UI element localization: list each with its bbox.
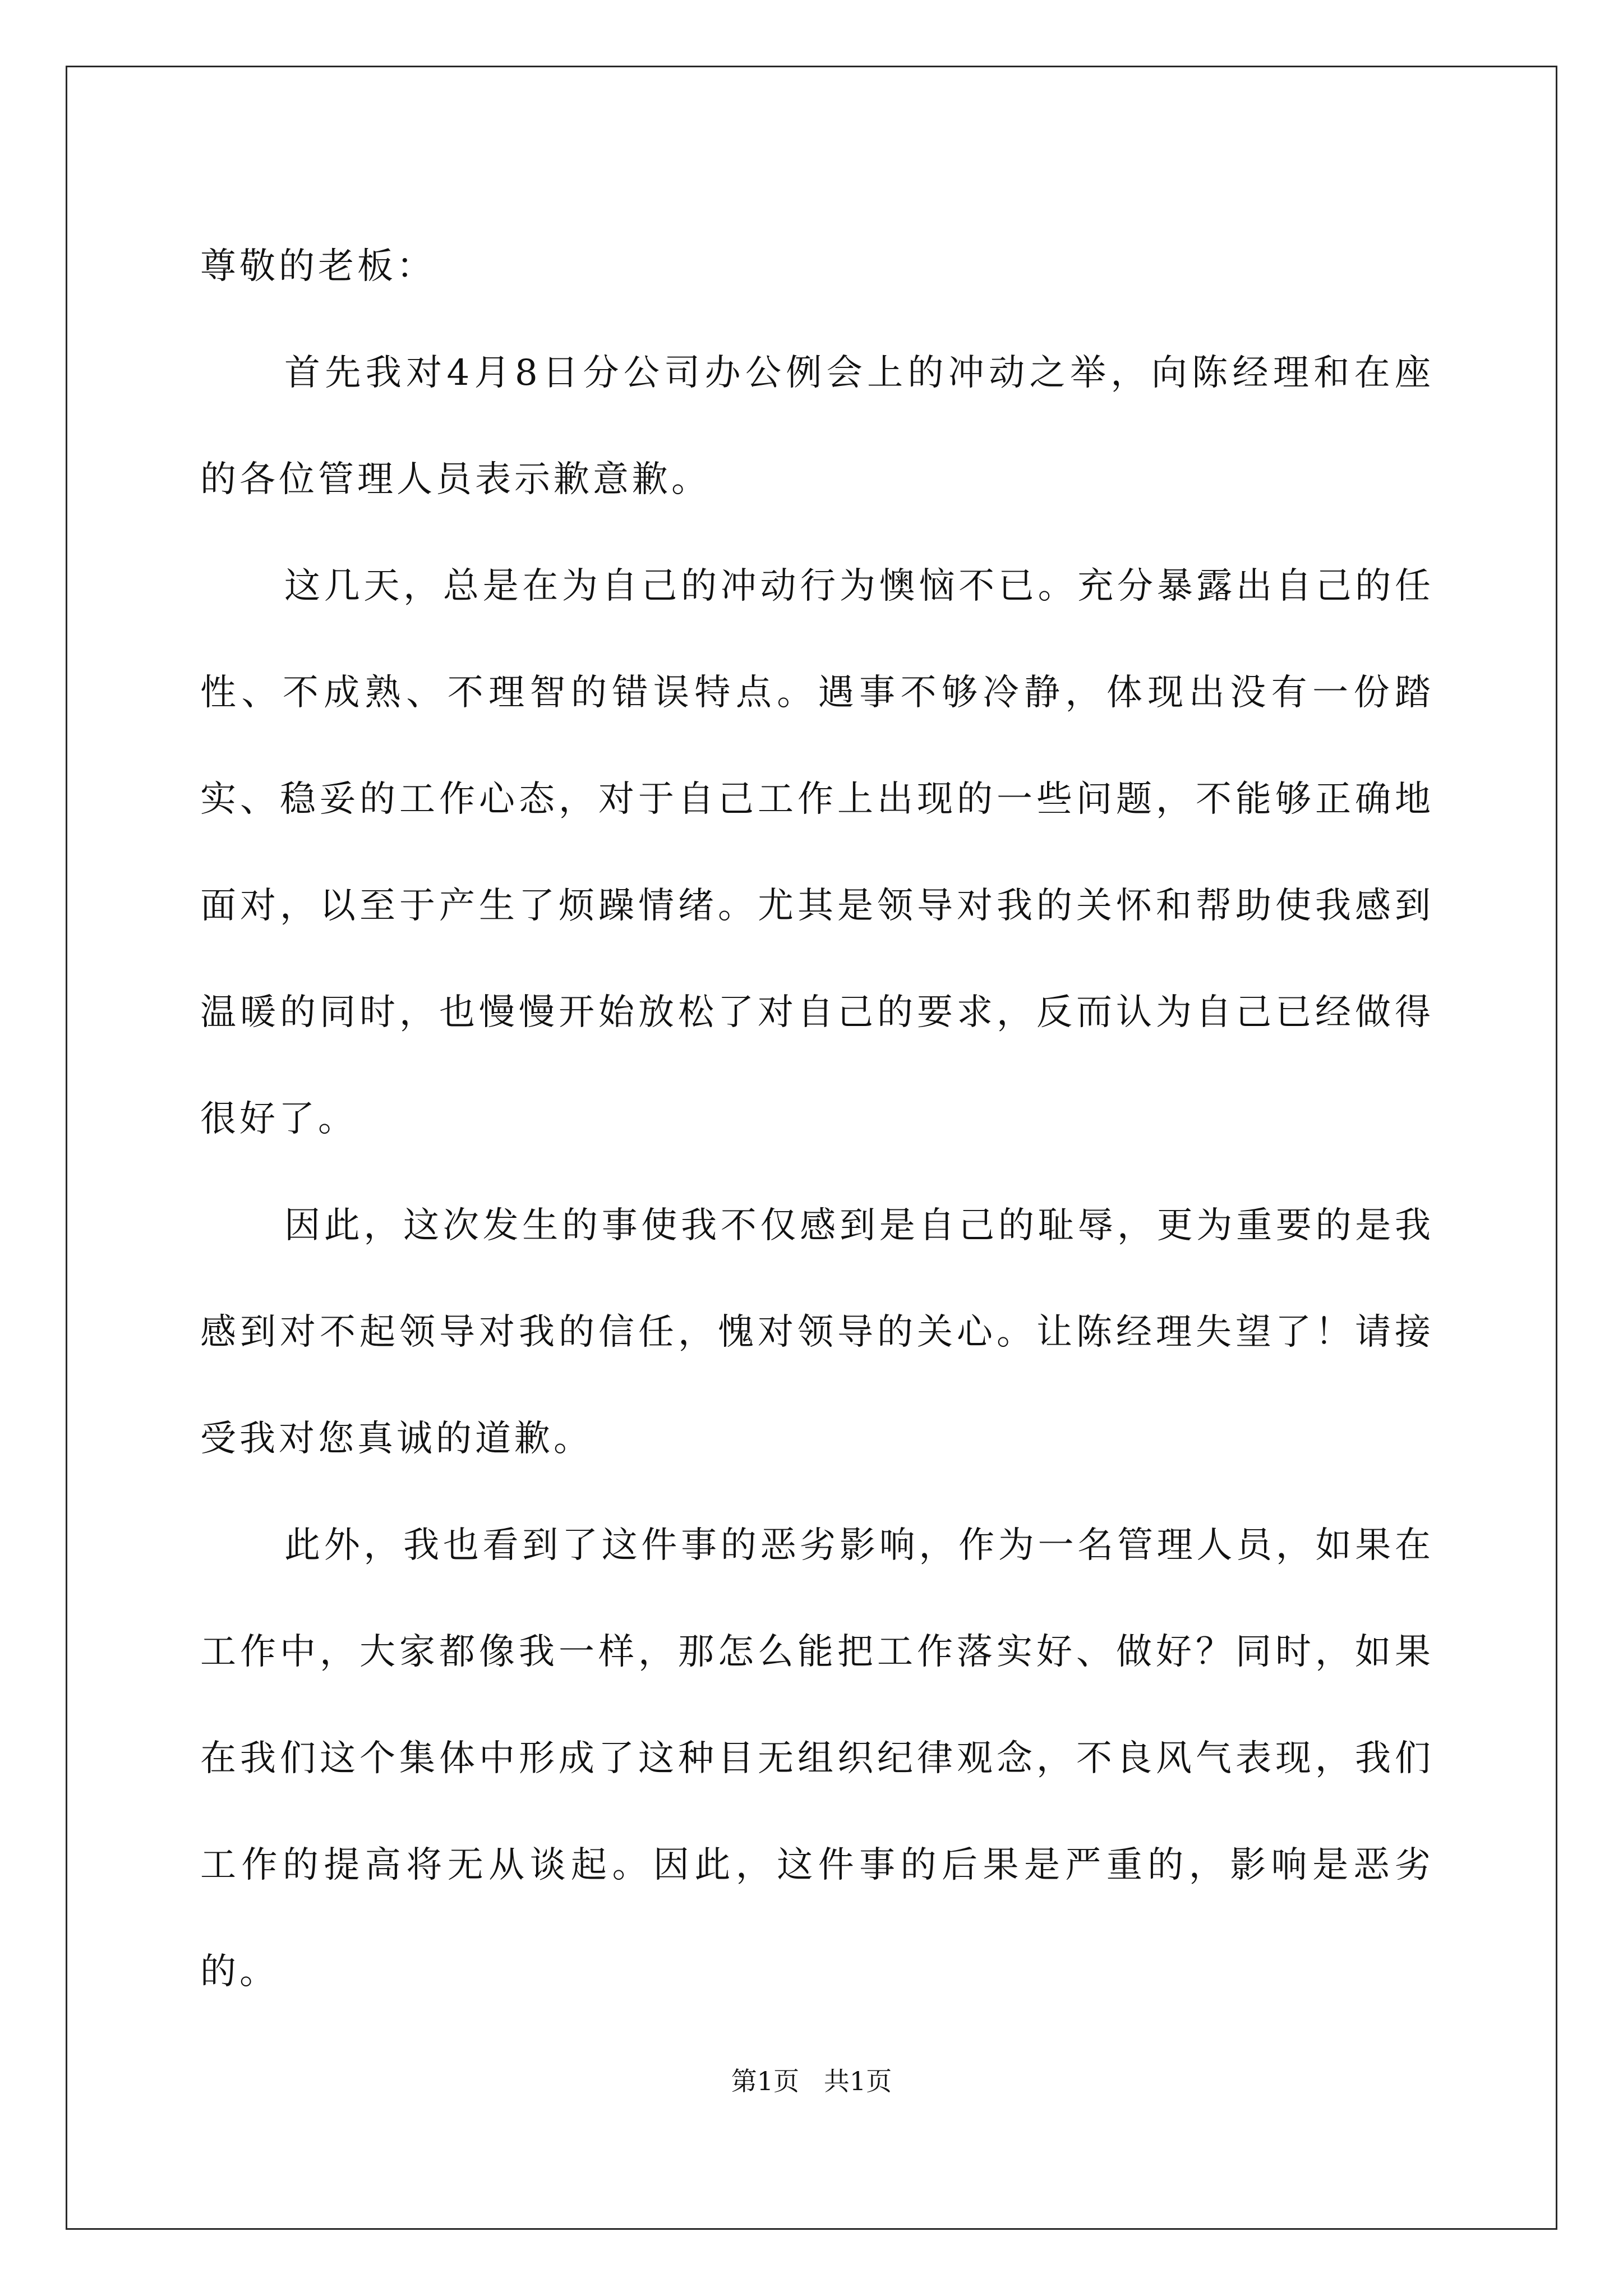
paragraph-shame: 因此，这次发生的事使我不仅感到是自己的耻辱，更为重要的是我感到对不起领导对我的信任，愧对领导的关心。让陈经理失望了！请接受我对您真诚的道歉。 bbox=[200, 1205, 1434, 1460]
letter-body bbox=[200, 213, 1434, 2025]
paragraph-apology: 首先我对4月8日分公司办公例会上的冲动之举，向陈经理和在座的各位管理人员表示歉意歉。 bbox=[200, 352, 1434, 500]
paragraph-consequences: 此外，我也看到了这件事的恶劣影响，作为一名管理人员，如果在工作中，大家都像我一样，那怎么能把工作落实好、做好？同时，如果在我们这个集体中形成了这种目无组织纪律观念，不良风气表现，我们工作的提高将无从谈起。因此，这件事的后果是严重的，影响是恶劣的。 bbox=[200, 1525, 1434, 1993]
page-number: 第1页 共1页 bbox=[731, 2066, 892, 2096]
paragraph-reflection: 这几天，总是在为自己的冲动行为懊恼不已。充分暴露出自己的任性、不成熟、不理智的错误特点。遇事不够冷静，体现出没有一份踏实、稳妥的工作心态，对于自己工作上出现的一些问题，不能够正确地面对，以至于产生了烦躁情绪。尤其是领导对我的关怀和帮助使我感到温暖的同时，也慢慢开始放松了对自己的要求，反而认为自己已经做得很好了。 bbox=[200, 565, 1434, 1140]
letter-greeting: 尊敬的老板： bbox=[200, 246, 436, 287]
